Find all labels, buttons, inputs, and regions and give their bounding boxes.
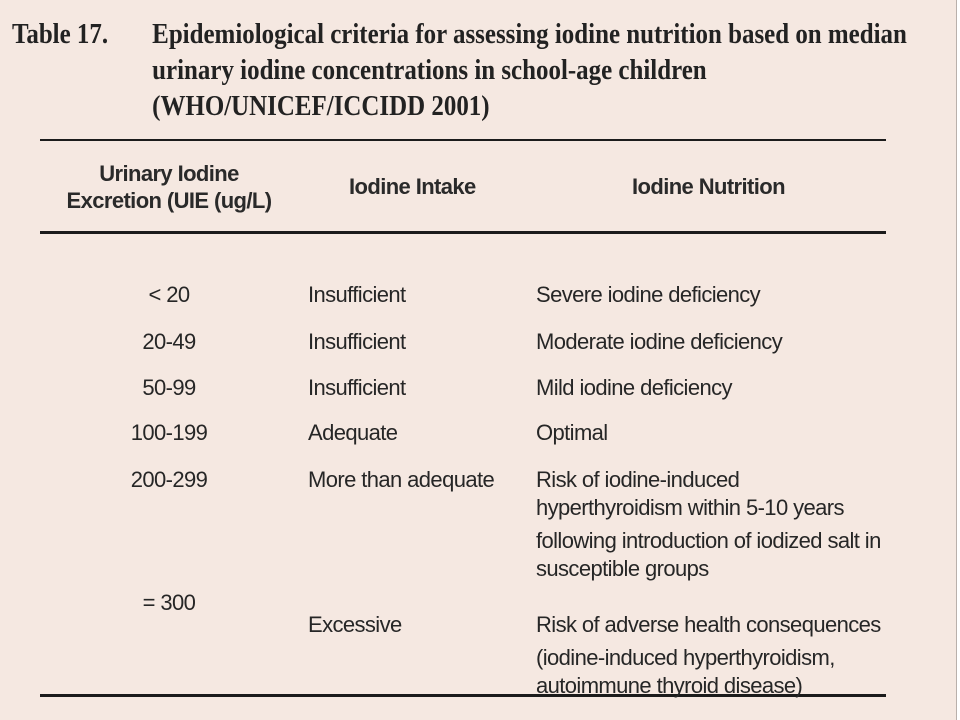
table-number: Table 17. <box>12 18 109 50</box>
table-title <box>152 16 909 124</box>
row5-intake: More than adequate <box>308 467 495 492</box>
row4-uie: 100-199 <box>130 420 208 445</box>
row3-nutrition: Mild iodine deficiency <box>536 375 732 400</box>
row5-nutrition-line1: Risk of iodine-induced <box>536 467 740 492</box>
row6-intake: Excessive <box>308 612 402 637</box>
row5-nutrition-line3: following introduction of iodized salt in <box>536 528 881 553</box>
table-title-line: Epidemiological criteria for assessing iodine nutrition based on median <box>152 18 907 50</box>
row6-nutrition-line2: (iodine-induced hyperthyroidism, <box>536 645 835 670</box>
row1-uie: < 20 <box>148 282 190 307</box>
row6-uie: = 300 <box>142 590 196 615</box>
row5-uie: 200-299 <box>130 467 208 492</box>
row2-intake: Insufficient <box>308 329 406 354</box>
table-title-line: (WHO/UNICEF/ICCIDD 2001) <box>152 90 490 122</box>
row1-intake: Insufficient <box>308 282 406 307</box>
row2-uie: 20-49 <box>142 329 196 354</box>
row1-nutrition: Severe iodine deficiency <box>536 282 761 307</box>
row6-nutrition-line1: Risk of adverse health consequences <box>536 612 881 637</box>
table-title-line: urinary iodine concentrations in school-age children <box>152 54 707 86</box>
row5-nutrition-line2: hyperthyroidism within 5-10 years <box>536 495 844 520</box>
row3-intake: Insufficient <box>308 375 406 400</box>
row3-uie: 50-99 <box>142 375 196 400</box>
header-iodine-intake: Iodine Intake <box>349 174 476 199</box>
row2-nutrition: Moderate iodine deficiency <box>536 329 783 354</box>
row4-nutrition: Optimal <box>536 420 608 445</box>
row6-nutrition-line3: autoimmune thyroid disease) <box>536 673 803 698</box>
row5-nutrition-line4: susceptible groups <box>536 556 709 581</box>
header-uie-line1: Urinary Iodine <box>99 161 239 186</box>
table-top-rule <box>40 139 886 141</box>
header-uie-line2: Excretion (UIE (ug/L) <box>66 188 272 213</box>
header-iodine-nutrition: Iodine Nutrition <box>632 174 785 199</box>
table-header-rule <box>40 231 886 234</box>
row4-intake: Adequate <box>308 420 398 445</box>
